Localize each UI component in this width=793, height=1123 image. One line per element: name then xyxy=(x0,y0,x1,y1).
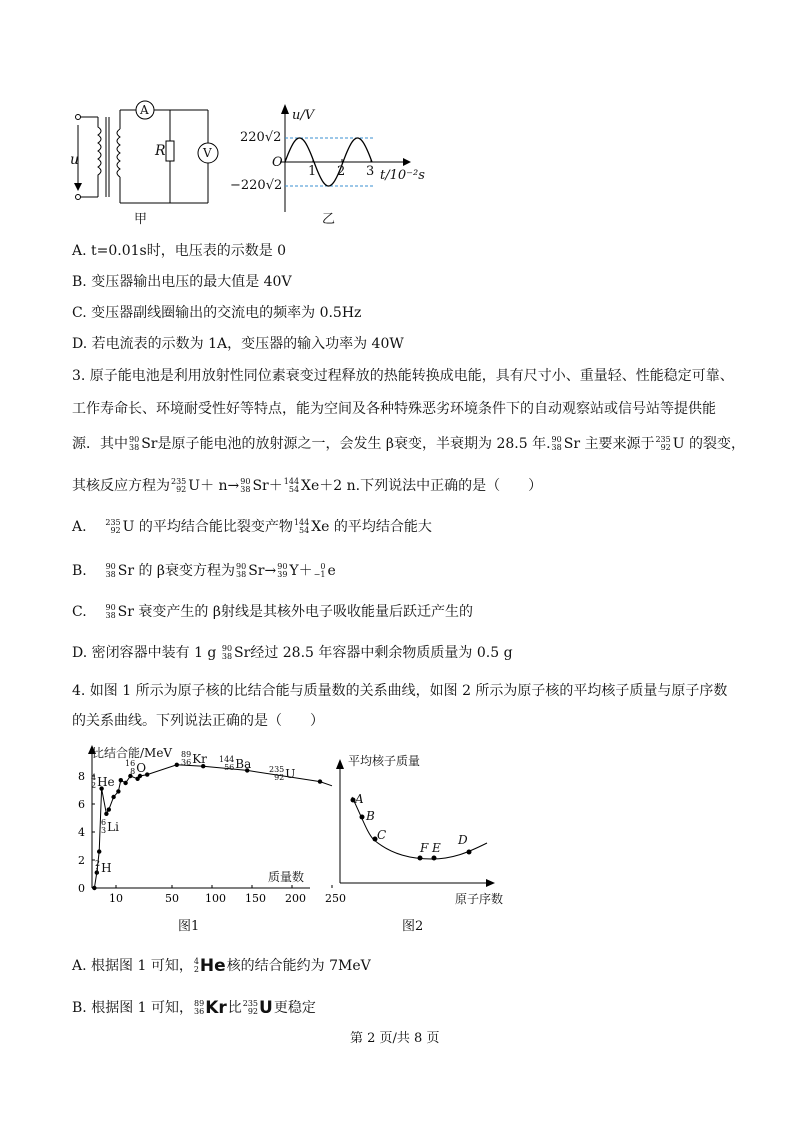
nuclide-he: 4 2 He xyxy=(193,956,226,976)
label-e: E xyxy=(432,841,441,855)
fig1-point xyxy=(97,849,101,853)
fig1-point xyxy=(92,886,96,890)
q3-line-3 xyxy=(72,434,745,454)
point-b xyxy=(360,815,365,820)
q2-option-d: D. 若电流表的示数为 1A，变压器的输入功率为 40W xyxy=(72,336,404,352)
fig1-point xyxy=(116,789,120,793)
q3-line-2: 工作寿命长、环境耐受性好等特点，能为空间及各种特殊恶劣环境条件下的自动观察站或信号站等提供能 xyxy=(72,401,716,417)
fig1-xtick: 200 xyxy=(285,892,306,905)
resistor-label: R xyxy=(155,143,166,159)
sine-ytick-bottom: −220√2 xyxy=(230,178,283,193)
point-d xyxy=(467,850,472,855)
voltmeter-label: V xyxy=(203,146,212,160)
annot-he4: 4 2 He xyxy=(91,773,115,790)
fig1-point xyxy=(175,763,179,767)
q2-option-c: C. 变压器副线圈输出的交流电的频率为 0.5Hz xyxy=(72,305,362,321)
nuclide-xe: 144 54 xyxy=(293,518,310,535)
fig1-point xyxy=(123,781,127,785)
label-b: B xyxy=(366,809,375,823)
q3-option-b: B. 90 38 Sr 的 β衰变方程为 90 38 Sr→ 90 39 Y＋ 0 −1 e xyxy=(72,562,336,579)
label-f: F xyxy=(420,841,429,855)
q3-line-1: 3. 原子能电池是利用放射性同位素衰变过程释放的热能转换成电能，具有尺寸小、重量轻、性能稳定可靠、 xyxy=(72,368,734,384)
q4-option-a: A. 根据图 1 可知， 4 2 He 核的结合能约为 7MeV xyxy=(72,956,371,976)
fig2-ylabel: 平均核子质量 xyxy=(348,754,421,768)
sine-xlabel: t/10⁻²s xyxy=(380,168,425,183)
q4-line-2: 的关系曲线。下列说法正确的是（ ） xyxy=(72,713,324,729)
figure-jia-caption: 甲 xyxy=(134,212,148,227)
q4-option-b: B. 根据图 1 可知， 89 36 Kr 比 235 92 U 更稳定 xyxy=(72,998,316,1018)
fig1-xtick: 100 xyxy=(205,892,226,905)
fig1-xlabel: 质量数 xyxy=(268,870,305,884)
text: 源．其中 xyxy=(72,436,128,452)
fig1-ylabel: 比结合能/MeV xyxy=(92,746,173,760)
label-a: A xyxy=(355,792,364,806)
nuclide-sr: 90 38 xyxy=(105,562,116,579)
nuclide-sr: 90 38 xyxy=(105,603,116,620)
q3-option-c: C. 90 38 Sr 衰变产生的 β射线是其核外电子吸收能量后跃迁产生的 xyxy=(72,603,473,620)
text: 其核反应方程为 xyxy=(72,478,170,494)
label-c: C xyxy=(377,828,387,842)
nuclide-sr: 90 38 xyxy=(129,435,140,452)
fig1-xtick: 250 xyxy=(325,892,346,905)
nuclide-sr: 90 38 xyxy=(551,435,562,452)
sine-ytick-top: 220√2 xyxy=(240,130,282,145)
fig1-point xyxy=(107,807,111,811)
fig1-point xyxy=(111,795,115,799)
nuclide-u: 235 92 xyxy=(171,477,187,494)
annot-li6: 6 3 Li xyxy=(101,818,119,835)
fig1-ytick: 4 xyxy=(78,826,85,839)
electron: 0 −1 xyxy=(313,562,326,579)
sine-xtick-1: 1 xyxy=(308,164,317,179)
q3-option-d: D. 密闭容器中装有 1 g 90 38 Sr经过 28.5 年容器中剩余物质质量为 0.5 g xyxy=(72,644,513,661)
sine-xtick-2: 2 xyxy=(337,164,346,179)
fig1-ytick: 6 xyxy=(78,798,85,811)
nuclide-u: 235 92 xyxy=(105,518,121,535)
q3-line-4 xyxy=(72,476,542,496)
nuclide-xe: 144 54 xyxy=(283,477,300,494)
fig1-xtick: 150 xyxy=(245,892,266,905)
fig1-xtick: 10 xyxy=(109,892,123,905)
annot-kr89: 89 36 Kr xyxy=(181,750,207,767)
fig1-point xyxy=(104,812,108,816)
ammeter-label: A xyxy=(140,103,149,117)
nuclide-kr: 89 36 Kr xyxy=(194,998,227,1018)
annot-u235: 235 92 U xyxy=(269,765,296,782)
text: Sr 主要来源于 xyxy=(563,436,655,452)
fig2-xlabel: 原子序数 xyxy=(455,892,504,906)
page-footer: 第 2 页/共 8 页 xyxy=(350,1031,440,1046)
fig1-point xyxy=(318,779,322,783)
fig1-ytick: 2 xyxy=(78,854,85,867)
annot-ba144: 144 56 Ba xyxy=(219,755,252,772)
sine-wave-graph xyxy=(225,100,430,215)
nuclide-sr: 90 38 xyxy=(236,562,247,579)
text: Sr＋ xyxy=(252,478,283,494)
text: U＋ n→ xyxy=(188,478,240,494)
text: Sr是原子能电池的放射源之一，会发生 β衰变，半衰期为 28.5 年. xyxy=(141,436,551,452)
sine-xtick-3: 3 xyxy=(366,164,375,179)
nuclide-u: 235 92 xyxy=(655,435,671,452)
sine-ylabel: u/V xyxy=(292,108,315,123)
q3-option-a: A. 235 92 U 的平均结合能比裂变产物 144 54 Xe 的平均结合能大 xyxy=(72,518,432,535)
figure-2-caption: 图2 xyxy=(402,919,424,934)
q4-line-1: 4. 如图 1 所示为原子核的比结合能与质量数的关系曲线，如图 2 所示为原子核的平均核子质量与原子序数 xyxy=(72,683,728,699)
text: Xe＋2 n.下列说法中正确的是（ ） xyxy=(301,478,543,494)
fig1-xtick: 50 xyxy=(165,892,179,905)
q2-option-a: A. t=0.01s时，电压表的示数是 0 xyxy=(72,243,287,259)
nuclide-sr: 90 38 xyxy=(240,477,251,494)
q2-option-b: B. 变压器输出电压的最大值是 40V xyxy=(72,274,292,290)
fig1-ytick: 8 xyxy=(78,770,85,783)
figure-1-caption: 图1 xyxy=(178,919,200,934)
text: U 的裂变， xyxy=(672,436,745,452)
nuclide-y: 90 39 xyxy=(277,562,288,579)
nuclide-sr: 90 38 xyxy=(221,644,233,661)
label-u: u xyxy=(70,152,80,168)
average-nucleon-mass-chart xyxy=(332,755,497,890)
annot-o16: 16 8 O xyxy=(125,759,147,776)
annot-h2: 2 1 H xyxy=(95,859,112,876)
sine-origin: O xyxy=(272,155,283,170)
fig1-point xyxy=(119,778,123,782)
figure-yi-caption: 乙 xyxy=(322,212,336,227)
fig1-ytick: 0 xyxy=(78,882,85,895)
nuclide-u: 235 92 U xyxy=(242,998,273,1018)
label-d: D xyxy=(458,833,468,847)
